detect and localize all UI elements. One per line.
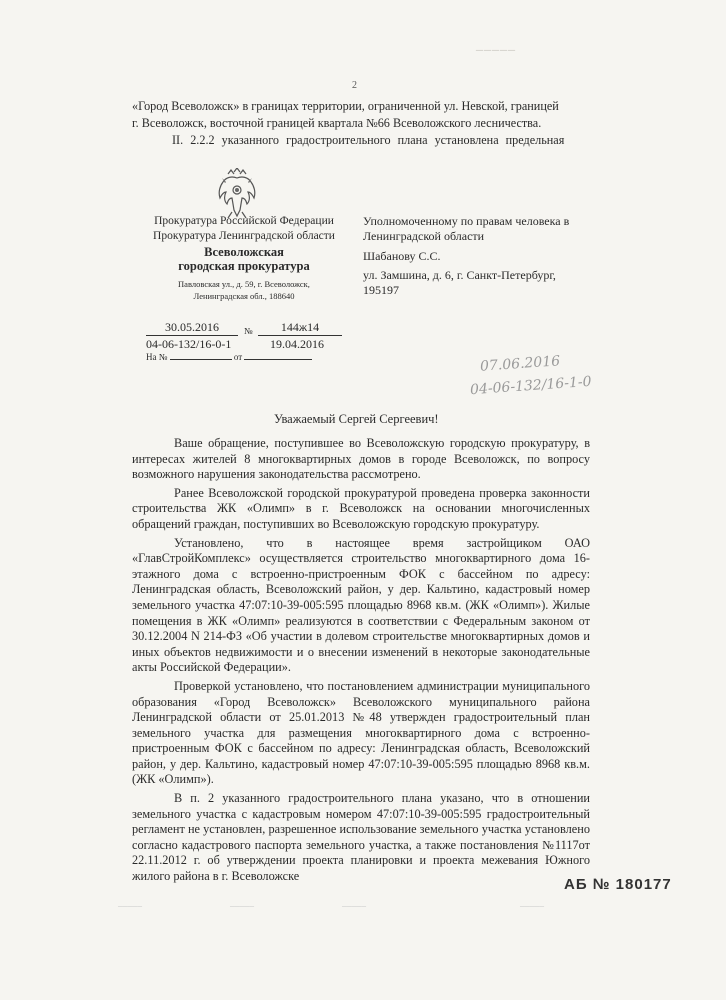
paragraph-5: В п. 2 указанного градостроительного плана указано, что в отношении земельного участка с кадастровым номером 47:07:10-39-005:595 градостроительный регламент не установлен, разрешенное использование земельного участка установлено согласно кадастрового паспорта земельного участка, а также постановления №1117от 22.11.2012 г. об утверждении проекта планировки и проекта межевания Южного жилого района в г. Всеволожске (132, 791, 590, 884)
bottom-mark-3: _____ (342, 900, 367, 909)
paragraph-2: Ранее Всеволожской городской прокуратурой проведена проверка законности строительства ЖК «Олимп» в г. Всеволожск на основании многочисленных обращений граждан, поступивших во Всеволожскую городскую прокуратуру. (132, 485, 590, 531)
continuation-line-1: «Город Всеволожск» в границах территории, ограниченной ул. Невской, границей (132, 99, 559, 113)
sender-org-line-1: Прокуратура Российской Федерации (154, 215, 334, 227)
handwritten-number: 04-06-132/16-1-0 (469, 373, 593, 399)
sender-org-line-2: Прокуратура Ленинградской области (153, 230, 335, 242)
paragraph-3: Установлено, что в настоящее время застройщиком ОАО «ГлавСтройКомплекс» осуществляется строительство многоквартирного дома 16-этажного дома с встроенно-пристроенным ФОК с бассейном по адресу: Ленинградская область, Всеволожский район, у дер. Кальтино, кадастровый номер земельного участка 47:07:10-39-005:595 площадью 8968 кв.м. (ЖК «Олимп»). Жилые помещения в ЖК «Олимп» реализуются в соответствии с Федеральным законом от 30.12.2004 N 214-ФЗ «Об участии в долевом строительстве многоквартирных домов и иных объектов недвижимости и о внесении изменений в некоторые законодательные акты Российской Федерации». (132, 535, 590, 675)
bottom-mark-2: _____ (230, 900, 255, 909)
number-label: № (244, 326, 253, 336)
russian-emblem-icon (212, 168, 262, 220)
sender-name-2: городская прокуратура (178, 259, 310, 273)
continuation-line-2: г. Всеволожск, восточной границей квартала №66 Всеволожского лесничества. (132, 116, 542, 130)
recipient-title: Уполномоченному по правам человека в Ленинградской области (363, 214, 570, 243)
ot-blank (244, 359, 312, 360)
recipient-address: ул. Замшина, д. 6, г. Санкт-Петербург, 195197 (363, 268, 556, 297)
sender-name-1: Всеволожская (204, 245, 284, 259)
letter-body (132, 436, 590, 888)
sender-address-1: Павловская ул., д. 59, г. Всеволожск, (178, 279, 310, 289)
handwritten-date: 07.06.2016 (479, 353, 561, 375)
bottom-mark-4: _____ (520, 900, 545, 909)
outgoing-number: 144ж14 (258, 320, 342, 336)
na-label: На № (146, 352, 168, 362)
bottom-mark-1: _____ (118, 900, 143, 909)
paragraph-4: Проверкой установлено, что постановлением администрации муниципального образования «Город Всеволожск» Всеволожского муниципального района Ленинградской области от 25.01.2013 №48 утвержден градостроительный план земельного участка для размещения многоквартирного дома с встроенно-пристроенным ФОК с бассейном по адресу: Ленинградская область, Всеволожский район, у дер. Кальтино, кадастровый номер 47:07:10-39-005:595 площадью 8968 кв.м. (ЖК «Олимп»). (132, 678, 590, 787)
paragraph-1: Ваше обращение, поступившее во Всеволожскую городскую прокуратуру, в интересах жителей 8 многоквартирных домов в городе Всеволожск, по вопросу возможного нарушения законодательства рассмотрено. (132, 436, 590, 482)
recipient-name: Шабанову С.С. (363, 249, 441, 263)
na-blank (170, 359, 232, 360)
continuation-line-3: II. 2.2.2 указанного градостроительного плана установлена предельная (172, 133, 565, 147)
faint-stamp: _____ (476, 38, 516, 53)
outgoing-date: 30.05.2016 (146, 320, 238, 336)
salutation: Уважаемый Сергей Сергеевич! (274, 412, 439, 426)
sender-address-2: Ленинградская обл., 188640 (193, 291, 295, 301)
ot-label: от (233, 352, 243, 362)
reference-number: 04-06-132/16-0-1 (146, 337, 232, 351)
form-serial-number: АБ № 180177 (564, 876, 672, 893)
page-number: 2 (352, 80, 357, 91)
reference-date: 19.04.2016 (270, 337, 324, 351)
